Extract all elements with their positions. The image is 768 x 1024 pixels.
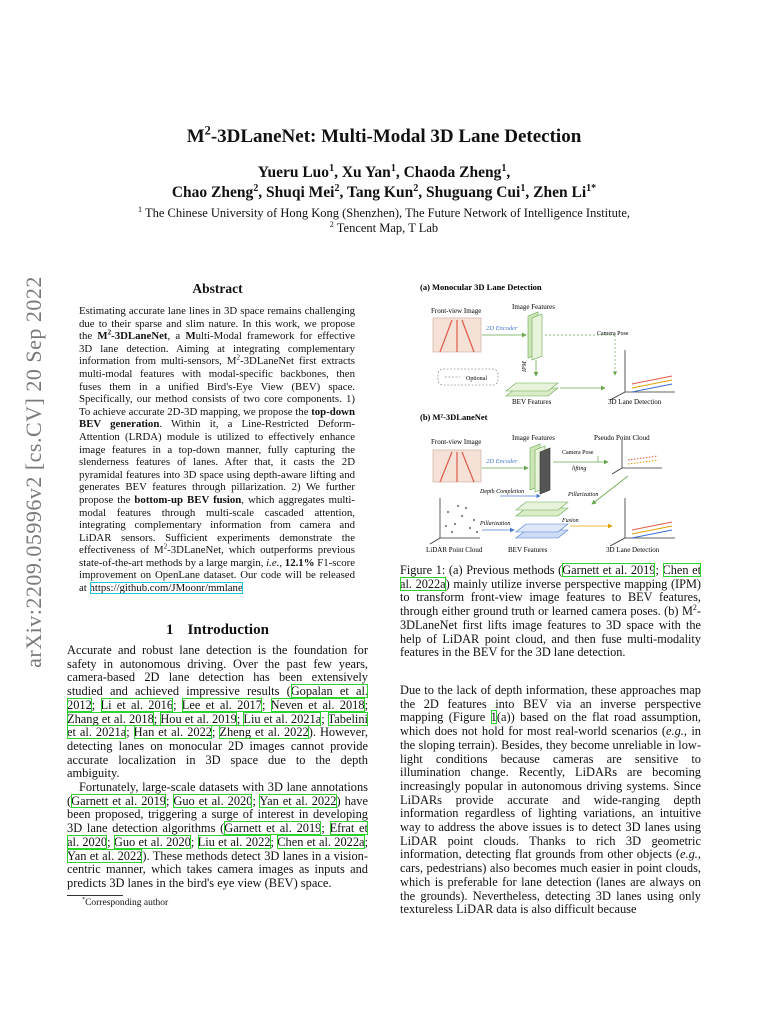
citation-link[interactable]: Guo et al. 2020 bbox=[113, 834, 191, 849]
citation-link[interactable]: Liu et al. 2021a bbox=[243, 711, 322, 726]
text-run: ; bbox=[107, 834, 114, 849]
author-name: Tang Kun bbox=[347, 184, 414, 201]
citation-link[interactable]: 1 bbox=[490, 710, 497, 725]
text-run: ; bbox=[126, 725, 134, 740]
citation-link[interactable]: Garnett et al. 2019 bbox=[562, 563, 656, 577]
bev-features-label-b: BEV Features bbox=[508, 546, 548, 554]
abstract-heading: Abstract bbox=[192, 281, 243, 296]
text-run: Due to the lack of depth information, these approaches map the 2D features into BEV via an inverse perspective mapping (Figure bbox=[400, 683, 701, 725]
bev-features-label-a: BEV Features bbox=[512, 398, 552, 406]
citation-link[interactable]: Han et al. 2022 bbox=[133, 725, 212, 740]
citation-link[interactable]: Chen et al. 2022a bbox=[277, 834, 365, 849]
text-run: bottom-up BEV fusion bbox=[134, 493, 242, 506]
author-line-1: Yueru Luo$^1$, Xu Yan$^1$, Chaoda Zheng$^1$, bbox=[257, 162, 511, 181]
text-run: 2 bbox=[236, 353, 241, 362]
figure-1-diagram bbox=[400, 280, 701, 562]
text-run: -3DLaneNet first lifts image features to 3D space with the help of LiDAR point cloud, and then fuse multi-modality features in the BEV for the 3D lane detection. bbox=[400, 604, 701, 660]
panel-b-title: (b) M²-3DLaneNet bbox=[420, 412, 488, 422]
lidar-point-cloud bbox=[430, 498, 480, 544]
image-features-label-b: Image Features bbox=[512, 434, 555, 442]
text-run: F1-score improvement on OpenLane dataset. Our code will be released at bbox=[79, 556, 356, 595]
affiliation-2 bbox=[0, 221, 768, 236]
encoder-label-a: 2D Encoder bbox=[486, 325, 518, 332]
author-affiliation-mark: 1* bbox=[586, 182, 597, 194]
text-run: M bbox=[97, 330, 108, 343]
author-name: Shuguang Cui bbox=[426, 184, 521, 201]
text-run: , cars, pedestrians) also becomes much easier in point clouds, which is preferable for lane detection (lanes are always on the grounds). Nevertheless, detecting 3D lanes using only textureless LiDAR data is also difficult because bbox=[400, 847, 701, 917]
author-line-2: Chao Zheng$^2$, Shuqi Mei$^2$, Tang Kun$^2$, Shuguang Cui$^1$, Zhen $Li^{1*}$ bbox=[171, 182, 597, 201]
text-run: . Within it, a Line-Restricted Deform-Attention (LRDA) module is utilized to effectively enhance image features in a top-down manner, fully capturing the slenderness features of lanes. After that, it casts the 2D pyramidal features into 3D space using depth-aware lifting and generates BEV features through pillarization. 2) We further propose the bbox=[79, 418, 355, 506]
panel-a-title: (a) Monocular 3D Lane Detection bbox=[420, 282, 542, 292]
depth-completion-label: Depth Completion bbox=[480, 489, 525, 495]
camera-pose-label-a: Camera Pose bbox=[597, 331, 629, 337]
lifting-label: lifting bbox=[572, 466, 587, 472]
front-view-label-b: Front-view Image bbox=[431, 438, 482, 446]
text-run: 2 bbox=[692, 603, 697, 613]
citation-link[interactable]: Guo et al. 2020 bbox=[173, 793, 253, 808]
affil-1-text: The Chinese University of Hong Kong (Shenzhen), The Future Network of Intelligence Institute, bbox=[144, 206, 631, 220]
bev-features-block-b bbox=[516, 502, 568, 538]
text-run: ; bbox=[655, 563, 663, 577]
text-run: ; bbox=[252, 793, 260, 808]
lane-3d-plot-a bbox=[610, 350, 675, 400]
text-run: -3DLaneNet bbox=[111, 330, 168, 343]
image-features-label-a: Image Features bbox=[512, 303, 555, 311]
author-name: Chao Zheng bbox=[171, 184, 254, 201]
text-run: ; bbox=[211, 725, 220, 740]
lane-detection-label-b: 3D Lane Detection bbox=[606, 546, 660, 554]
citation-link[interactable]: Zheng et al. 2022 bbox=[219, 725, 309, 740]
pseudo-point-cloud-label: Pseudo Point Cloud bbox=[594, 434, 650, 442]
text-run: Estimating accurate lane lines in 3D space remains challenging due to their sparse and slim nature. In this work, we propose the bbox=[79, 305, 355, 343]
footnote bbox=[82, 898, 168, 908]
affiliation-1 bbox=[0, 206, 768, 221]
text-run: ) have been proposed, triggering a surge of interest in developing 3D lane detection algorithms ( bbox=[67, 793, 368, 836]
lidar-point-cloud-label: LiDAR Point Cloud bbox=[426, 546, 483, 554]
abstract-body bbox=[79, 305, 355, 595]
text-run: 2 bbox=[107, 328, 112, 337]
text-run: (a)) based on the flat road assumption, which does not hold for most real-world scenarios ( bbox=[400, 710, 701, 739]
code-url-link[interactable]: https://github.com/JMoonr/mmlane bbox=[89, 582, 243, 595]
text-run: 2 bbox=[163, 542, 168, 551]
text-run: ; bbox=[165, 793, 174, 808]
text-run: Accurate and robust lane detection is the foundation for safety in autonomous driving. Over the past few years, camera-based 2D lane detection has been extensively studied and achieved impressive results ( bbox=[67, 643, 368, 699]
author-name: Xu Yan bbox=[341, 164, 391, 181]
affiliations bbox=[0, 206, 768, 236]
citation-link[interactable]: Liu et al. 2022 bbox=[197, 834, 271, 849]
text-run: ; bbox=[173, 697, 182, 712]
arxiv-stamp bbox=[0, 0, 60, 1024]
front-view-label-a: Front-view Image bbox=[431, 307, 482, 315]
pillarization-label-bottom: Pillarization bbox=[480, 521, 511, 527]
text-run: ; bbox=[153, 711, 161, 726]
pillarization-label-top: Pillarization bbox=[568, 492, 599, 498]
text-run: Fortunately, large-scale datasets with 3D lane annotations ( bbox=[67, 780, 368, 808]
text-run: ; bbox=[190, 834, 198, 849]
text-run: ) mainly utilize inverse perspective mapping (IPM) to transform front-view image features to BEV features, through either ground truth or learned camera poses. (b) M bbox=[400, 576, 702, 619]
citation-link[interactable]: Neven et al. 2018 bbox=[270, 697, 365, 712]
author-affiliation-mark: 1 bbox=[501, 162, 507, 174]
front-view-image-b bbox=[433, 450, 481, 482]
section-heading bbox=[67, 622, 368, 639]
text-run: -3DLaneNet first extracts multi-modal features with modal-specific backbones, then fuses them in a unified Bird's-Eye View (BEV) space. Specifically, our method consists of two core components. 1) To achieve accurate 2D-3D mapping, we propose the bbox=[79, 355, 355, 418]
camera-pose-label-b: Camera Pose bbox=[562, 450, 594, 456]
text-run: , a bbox=[167, 330, 186, 343]
text-run: ; bbox=[321, 711, 328, 726]
author-affiliation-mark: 2 bbox=[413, 182, 419, 194]
paper-title bbox=[0, 123, 768, 148]
affil-2-text: Tencent Map, T Lab bbox=[336, 221, 439, 235]
citation-link[interactable]: Li et al. 2016 bbox=[100, 697, 174, 712]
pillarization-arrow-top bbox=[592, 476, 628, 504]
citation-link[interactable]: Chen et al. 2022a bbox=[400, 563, 702, 591]
front-view-image-a bbox=[433, 318, 481, 352]
affil-1-sup: 1 bbox=[137, 204, 143, 214]
title-sup: 2 bbox=[204, 123, 211, 138]
author-affiliation-mark: 2 bbox=[253, 182, 259, 194]
footnote-rule bbox=[67, 895, 123, 896]
citation-link[interactable]: Efrat et al. 2020 bbox=[67, 821, 368, 849]
right-column-body bbox=[400, 684, 701, 917]
text-run: , in the sloping terrain). Besides, they become unreliable in low-light conditions because cameras are sensitive to illumination change. Recently, LiDARs are becoming increasingly popular in autonomous driving systems. Since LiDARs provide accurate and wide-ranging depth information regardless of lighting variations, an intuitive way to address the above issues is to detect 3D lanes using LiDAR point clouds. Thanks to rich 3D geometric information, detecting flat grounds from other objects ( bbox=[400, 724, 701, 862]
text-run: ulti-Modal framework for effective 3D lane detection. Aiming at integrating complementary information from multi-sensors, M bbox=[79, 330, 356, 368]
bev-features-block-a bbox=[506, 383, 558, 396]
text-run: ; bbox=[91, 697, 101, 712]
text-run: 12.1% bbox=[284, 556, 315, 569]
citation-link[interactable]: Yan et al. 2022 bbox=[259, 793, 337, 808]
lane-detection-label-a: 3D Lane Detection bbox=[608, 398, 662, 406]
author-affiliation-mark: 1 bbox=[329, 162, 335, 174]
title-rest: -3DLaneNet: Multi-Modal 3D Lane Detection bbox=[210, 126, 582, 147]
fusion-label: Fusion bbox=[562, 518, 579, 524]
footnote-text: Corresponding author bbox=[85, 898, 169, 908]
author-name: Yueru Luo bbox=[257, 164, 330, 181]
author-affiliation-mark: 1 bbox=[390, 162, 396, 174]
citation-link[interactable]: Zhang et al. 2018 bbox=[67, 711, 154, 726]
text-run: , which aggregates multi-modal features through multi-scale cascaded attention, integrating complementary information from camera and LiDAR sensors. Sufficient experiments demonstrate the effectiveness of M bbox=[79, 493, 355, 557]
author-name: Chaoda Zheng bbox=[403, 164, 502, 181]
citation-link[interactable]: Tabelini et al. 2021a bbox=[67, 711, 368, 740]
author-name: Shuqi Mei bbox=[266, 184, 335, 201]
text-run: ). However, detecting lanes on monocular 2D images cannot provide accurate localization in 3D space due to the depth ambiguity. bbox=[67, 725, 368, 781]
text-run: top-down BEV generation bbox=[79, 405, 355, 431]
text-run: i.e. bbox=[266, 556, 280, 569]
author-list bbox=[0, 163, 768, 203]
arxiv-id: arXiv:2209.05996v2 [cs.CV] 20 Sep 2022 bbox=[21, 276, 46, 668]
text-run: ; bbox=[321, 821, 330, 836]
affil-2-sup: 2 bbox=[329, 219, 334, 229]
footnote-mark: * bbox=[82, 896, 86, 903]
lane-3d-plot-b bbox=[610, 498, 675, 546]
image-features-block-a bbox=[528, 312, 542, 360]
citation-link[interactable]: Hou et al. 2019 bbox=[160, 711, 237, 726]
image-features-block-b bbox=[530, 444, 550, 494]
author-name: Zhen Li bbox=[533, 184, 587, 201]
citation-link[interactable]: Gopalan et al. 2012 bbox=[67, 684, 368, 712]
citation-link[interactable]: Yan et al. 2022 bbox=[67, 848, 143, 863]
pseudo-point-cloud-plot bbox=[612, 440, 662, 474]
citation-link[interactable]: Garnett et al. 2019 bbox=[71, 793, 166, 808]
citation-link[interactable]: Lee et al. 2017 bbox=[181, 697, 262, 712]
text-run: ; bbox=[236, 711, 244, 726]
optional-box bbox=[438, 369, 498, 385]
text-run: Figure 1: (a) Previous methods ( bbox=[400, 563, 563, 577]
citation-link[interactable]: Garnett et al. 2019 bbox=[224, 821, 322, 836]
text-run: e.g. bbox=[666, 724, 684, 739]
figure-1 bbox=[400, 280, 701, 562]
figure-1-caption bbox=[400, 564, 701, 660]
section-title: Introduction bbox=[187, 622, 269, 638]
text-run: , bbox=[279, 556, 285, 569]
text-run: ; bbox=[364, 834, 369, 849]
encoder-label-b: 2D Encoder bbox=[486, 458, 518, 465]
text-run: e.g. bbox=[680, 847, 698, 862]
text-run: M bbox=[185, 330, 196, 343]
text-run: ; bbox=[261, 697, 271, 712]
title-prefix: M bbox=[186, 126, 205, 147]
text-run: ; bbox=[364, 697, 369, 712]
ipm-label: IPM bbox=[522, 361, 528, 372]
section-number: 1 bbox=[166, 622, 174, 638]
author-affiliation-mark: 2 bbox=[334, 182, 340, 194]
author-affiliation-mark: 1 bbox=[520, 182, 526, 194]
intro-paragraph-2 bbox=[67, 781, 368, 891]
optional-label: Optional bbox=[466, 376, 487, 382]
text-run: -3DLaneNet, which outperforms previous state-of-the-art methods by a large margin, bbox=[79, 544, 355, 569]
intro-paragraph-1 bbox=[67, 644, 368, 781]
introduction-body bbox=[67, 644, 368, 891]
text-run: ; bbox=[270, 834, 278, 849]
text-run: ). These methods detect 3D lanes in a vision-centric manner, which takes camera images as inputs and predicts 3D lanes in the bird's eye view (BEV) space. bbox=[67, 848, 368, 890]
